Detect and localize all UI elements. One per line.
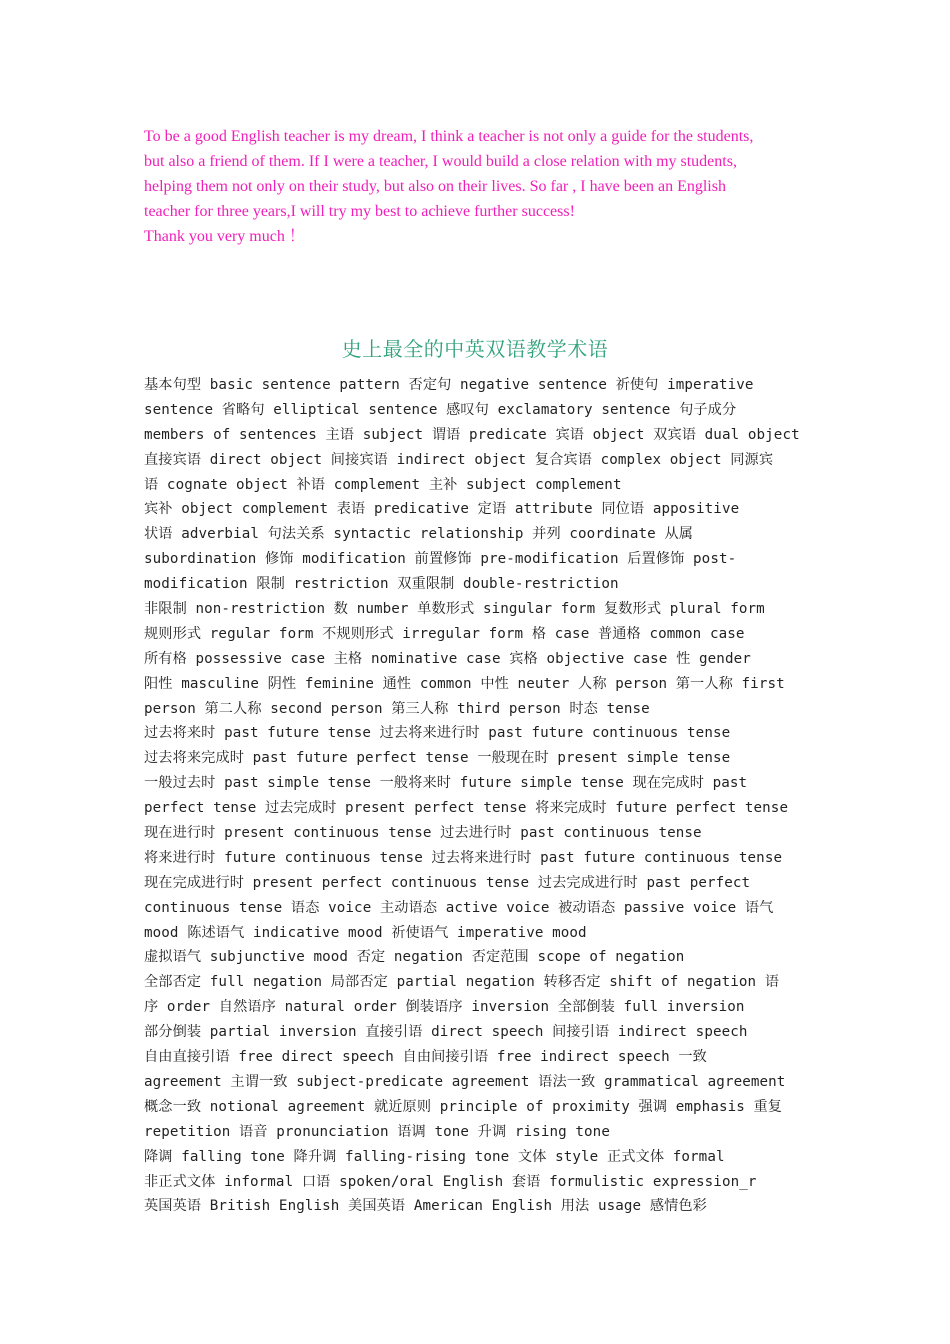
glossary-line: 概念一致 notional agreement 就近原则 principle of proximity 强调 emphasis 重复 xyxy=(144,1098,783,1115)
glossary-line: 降调 falling tone 降升调 falling-rising tone 文体 style 正式文体 formal xyxy=(144,1148,725,1165)
glossary-line: continuous tense 语态 voice 主动语态 active voice 被动语态 passive voice 语气 xyxy=(144,899,774,916)
glossary-line: 非限制 non-restriction 数 number 单数形式 singular form 复数形式 plural form xyxy=(144,601,765,618)
glossary-line: 阳性 masculine 阴性 feminine 通性 common 中性 neuter 人称 person 第一人称 first xyxy=(144,675,785,692)
glossary-line: 一般过去时 past simple tense 一般将来时 future simple tense 现在完成时 past xyxy=(144,775,748,792)
intro-line: helping them not only on their study, but also on their lives. So far , I have been an English xyxy=(144,178,726,195)
glossary-line: subordination 修饰 modification 前置修饰 pre-modification 后置修饰 post- xyxy=(144,551,737,568)
glossary-body xyxy=(144,373,824,1219)
glossary-line: 现在完成进行时 present perfect continuous tense 过去完成进行时 past perfect xyxy=(144,874,751,891)
glossary-line: perfect tense 过去完成时 present perfect tense 将来完成时 future perfect tense xyxy=(144,800,789,817)
glossary-line: 部分倒装 partial inversion 直接引语 direct speech 间接引语 indirect speech xyxy=(144,1024,748,1041)
glossary-line: 现在进行时 present continuous tense 过去进行时 past continuous tense xyxy=(144,825,702,842)
glossary-line: 自由直接引语 free direct speech 自由间接引语 free indirect speech 一致 xyxy=(144,1049,707,1066)
glossary-line: members of sentences 主语 subject 谓语 predicate 宾语 object 双宾语 dual object xyxy=(144,426,800,443)
intro-thanks-line: Thank you very much ！ xyxy=(144,228,305,245)
glossary-line: mood 陈述语气 indicative mood 祈使语气 imperative mood xyxy=(144,924,587,941)
glossary-line: 全部否定 full negation 局部否定 partial negation 转移否定 shift of negation 语 xyxy=(144,974,780,991)
glossary-line: repetition 语音 pronunciation 语调 tone 升调 rising tone xyxy=(144,1123,610,1140)
glossary-line: person 第二人称 second person 第三人称 third person 时态 tense xyxy=(144,700,650,717)
glossary-line: 宾补 object complement 表语 predicative 定语 attribute 同位语 appositive xyxy=(144,501,740,518)
section-title: 史上最全的中英双语教学术语 xyxy=(341,337,609,361)
intro-line: but also a friend of them. If I were a teacher, I would build a close relation with my students, xyxy=(144,153,737,170)
glossary-line: 序 order 自然语序 natural order 倒装语序 inversion 全部倒装 full inversion xyxy=(144,999,745,1016)
glossary-line: sentence 省略句 elliptical sentence 感叹句 exclamatory sentence 句子成分 xyxy=(144,401,737,418)
glossary-line: 基本句型 basic sentence pattern 否定句 negative sentence 祈使句 imperative xyxy=(144,377,754,393)
glossary-line: 英国英语 British English 美国英语 American English 用法 usage 感情色彩 xyxy=(144,1198,707,1215)
glossary-line: 过去将来时 past future tense 过去将来进行时 past future continuous tense xyxy=(144,725,731,742)
glossary-line: 虚拟语气 subjunctive mood 否定 negation 否定范围 scope of negation xyxy=(144,949,685,966)
glossary-line: 状语 adverbial 句法关系 syntactic relationship 并列 coordinate 从属 xyxy=(144,526,694,543)
glossary-line: 过去将来完成时 past future perfect tense 一般现在时 present simple tense xyxy=(144,750,731,767)
glossary-line: 规则形式 regular form 不规则形式 irregular form 格 case 普通格 common case xyxy=(144,625,745,642)
glossary-line: 直接宾语 direct object 间接宾语 indirect object 复合宾语 complex object 同源宾 xyxy=(144,451,774,468)
intro-paragraph xyxy=(144,124,824,249)
glossary-line: 所有格 possessive case 主格 nominative case 宾格 objective case 性 gender xyxy=(144,650,751,667)
glossary-line: 语 cognate object 补语 complement 主补 subject complement xyxy=(144,476,622,493)
glossary-line: 非正式文体 informal 口语 spoken/oral English 套语 formulistic expression_r xyxy=(144,1173,757,1190)
glossary-line: 将来进行时 future continuous tense 过去将来进行时 past future continuous tense xyxy=(144,849,783,866)
glossary-line: agreement 主谓一致 subject-predicate agreement 语法一致 grammatical agreement xyxy=(144,1073,786,1090)
intro-line: teacher for three years,I will try my best to achieve further success! xyxy=(144,203,575,220)
glossary-line: modification 限制 restriction 双重限制 double-restriction xyxy=(144,576,619,593)
intro-line: To be a good English teacher is my dream, I think a teacher is not only a guide for the students, xyxy=(144,128,754,145)
